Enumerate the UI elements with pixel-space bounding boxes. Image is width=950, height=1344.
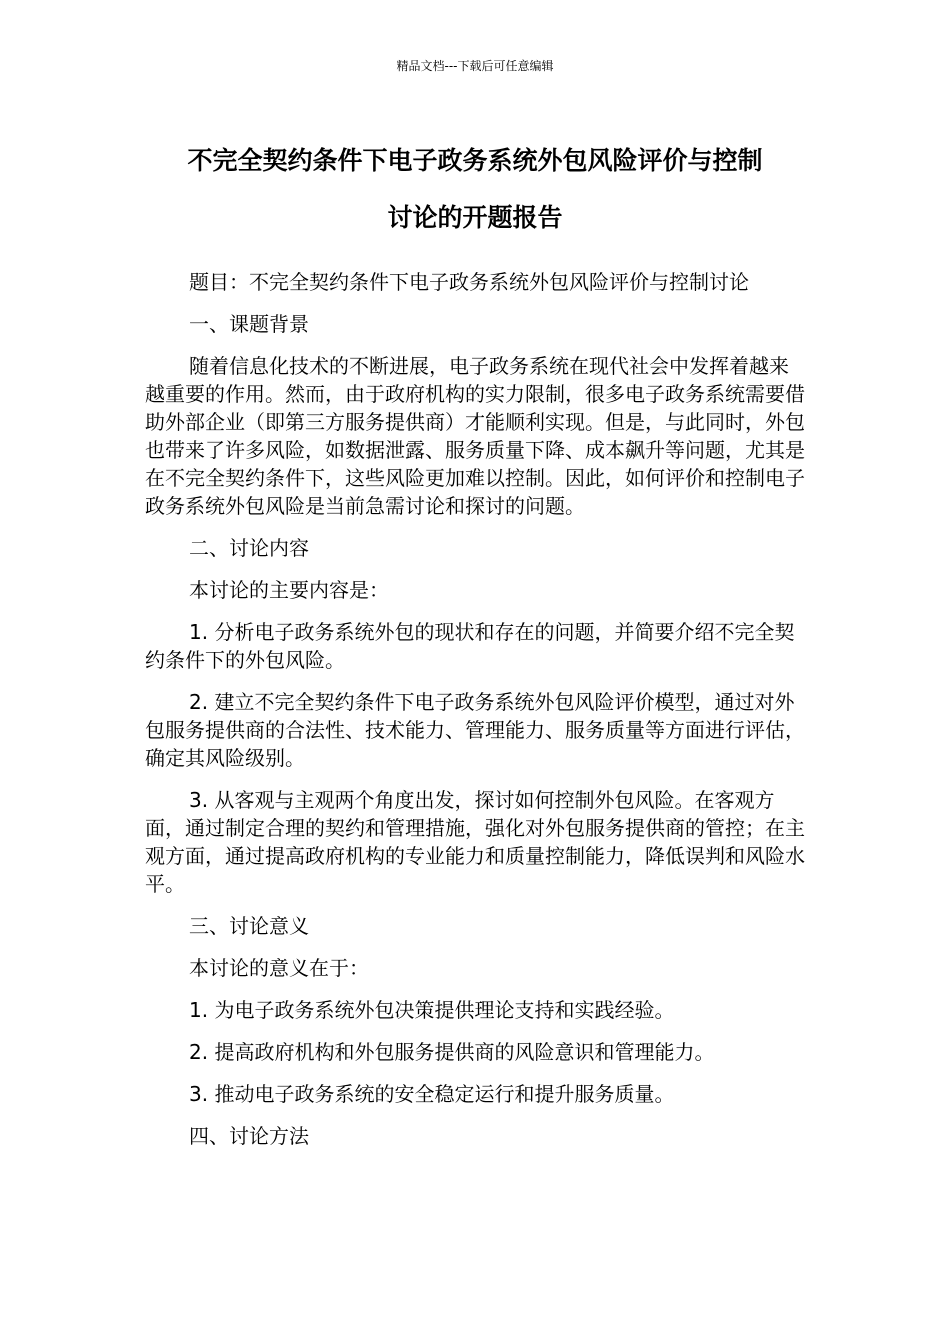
significance-item-1: 1. 为电子政务系统外包决策提供理论支持和实践经验。	[189, 998, 675, 1022]
content-item-2: 2. 建立不完全契约条件下电子政务系统外包风险评价模型，通过对外包服务提供商的合法性、技术能力、管理能力、服务质量等方面进行评估，确定其风险级别。	[145, 690, 805, 770]
topic-line: 题目：不完全契约条件下电子政务系统外包风险评价与控制讨论	[189, 270, 749, 294]
document-title-line-1: 不完全契约条件下电子政务系统外包风险评价与控制	[187, 146, 763, 175]
content-intro: 本讨论的主要内容是：	[189, 578, 389, 602]
page-header: 精品文档---下载后可任意编辑	[396, 59, 554, 73]
section-heading-content: 二、讨论内容	[189, 536, 309, 560]
document-title	[140, 132, 810, 246]
significance-item-2: 2. 提高政府机构和外包服务提供商的风险意识和管理能力。	[189, 1040, 715, 1064]
content-item-1: 1. 分析电子政务系统外包的现状和存在的问题，并简要介绍不完全契约条件下的外包风险。	[145, 620, 795, 672]
section-heading-significance: 三、讨论意义	[189, 914, 309, 938]
significance-item-3: 3. 推动电子政务系统的安全稳定运行和提升服务质量。	[189, 1082, 675, 1106]
significance-intro: 本讨论的意义在于：	[189, 956, 369, 980]
document-title-line-2: 讨论的开题报告	[387, 203, 563, 232]
section-heading-background: 一、课题背景	[189, 312, 309, 336]
background-paragraph: 随着信息化技术的不断进展，电子政务系统在现代社会中发挥着越来越重要的作用。然而，由于政府机构的实力限制，很多电子政务系统需要借助外部企业（即第三方服务提供商）才能顺利实现。但是，与此同时，外包也带来了许多风险，如数据泄露、服务质量下降、成本飙升等问题，尤其是在不完全契约条件下，这些风险更加难以控制。因此，如何评价和控制电子政务系统外包风险是当前急需讨论和探讨的问题。	[145, 354, 805, 518]
document-body	[145, 268, 805, 1164]
content-item-3: 3. 从客观与主观两个角度出发，探讨如何控制外包风险。在客观方面，通过制定合理的契约和管理措施，强化对外包服务提供商的管控；在主观方面，通过提高政府机构的专业能力和质量控制能力，降低误判和风险水平。	[145, 788, 805, 896]
section-heading-method: 四、讨论方法	[189, 1124, 309, 1148]
